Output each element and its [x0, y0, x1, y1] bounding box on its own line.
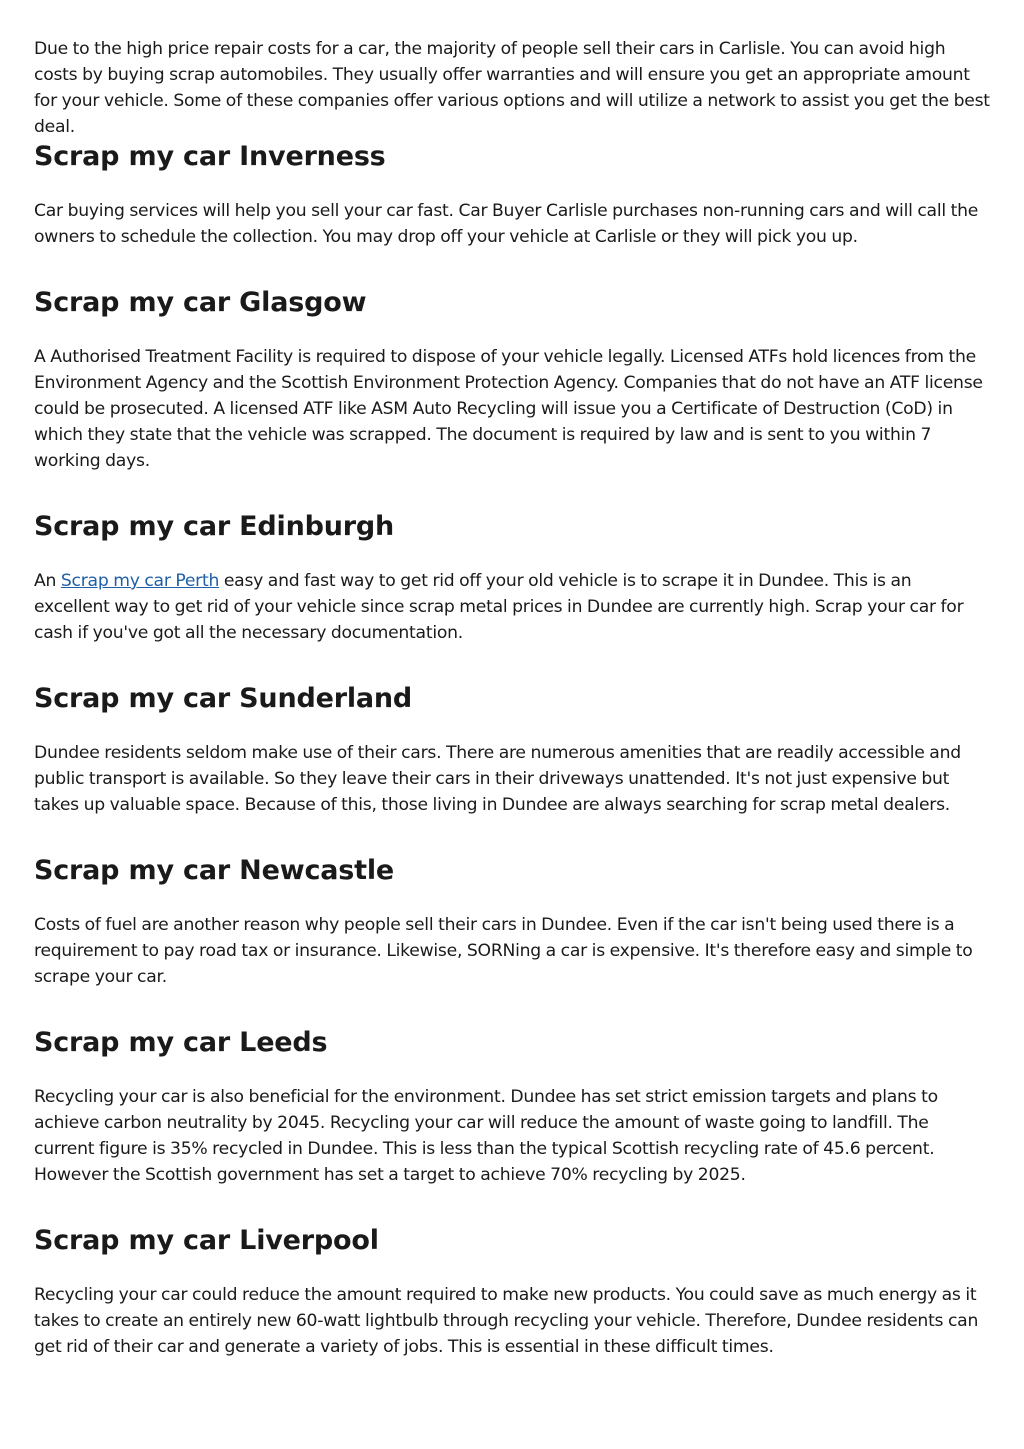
section-heading: Scrap my car Glasgow [34, 287, 367, 318]
section-heading: Scrap my car Leeds [34, 1027, 328, 1058]
section-heading: Scrap my car Liverpool [34, 1225, 379, 1256]
section-heading: Scrap my car Sunderland [34, 683, 413, 714]
section-paragraph: Costs of fuel are another reason why people sell their cars in Dundee. Even if the car isn't being used there is a requirement to pay road tax or insurance. Likewise, SORNing a car is expensive. It's therefore easy and simple to scrape your car. [34, 915, 973, 987]
section-newcastle [34, 854, 990, 990]
section-glasgow [34, 286, 990, 474]
section-heading: Scrap my car Edinburgh [34, 511, 395, 542]
section-paragraph: Recycling your car is also beneficial for the environment. Dundee has set strict emission targets and plans to achieve carbon neutrality by 2045. Recycling your car will reduce the amount of waste going to landfill. The current figure is 35% recycled in Dundee. This is less than the typical Scottish recycling rate of 45.6 percent. However the Scottish government has set a target to achieve 70% recycling by 2025. [34, 1087, 938, 1185]
section-paragraph: Dundee residents seldom make use of their cars. There are numerous amenities that are readily accessible and public transport is available. So they leave their cars in their driveways unattended. It's not just expensive but takes up valuable space. Because of this, those living in Dundee are always searching for scrap metal dealers. [34, 743, 961, 815]
section-paragraph [34, 568, 990, 646]
section-heading: Scrap my car Inverness [34, 141, 386, 172]
paragraph-text-after-link: easy and fast way to get rid off your old vehicle is to scrape it in Dundee. This is an excellent way to get rid of your vehicle since scrap metal prices in Dundee are currently high. Scrap your car for cash if you've got all the necessary documentation. [34, 571, 964, 643]
intro-paragraph: Due to the high price repair costs for a car, the majority of people sell their cars in Carlisle. You can avoid high costs by buying scrap automobiles. They usually offer warranties and will ensure you get an appropriate amount for your vehicle. Some of these companies offer various options and will utilize a network to assist you get the best deal. [34, 39, 990, 137]
section-inverness [34, 140, 990, 250]
section-leeds [34, 1026, 990, 1188]
section-paragraph: Car buying services will help you sell your car fast. Car Buyer Carlisle purchases non-running cars and will call the owners to schedule the collection. You may drop off your vehicle at Carlisle or they will pick you up. [34, 201, 979, 247]
section-sunderland [34, 682, 990, 818]
paragraph-text-before-link: An [34, 571, 61, 591]
section-paragraph: Recycling your car could reduce the amount required to make new products. You could save as much energy as it takes to create an entirely new 60-watt lightbulb through recycling your vehicle. Therefore, Dundee residents can get rid of their car and generate a variety of jobs. This is essential in these difficult times. [34, 1285, 979, 1357]
section-heading: Scrap my car Newcastle [34, 855, 395, 886]
section-paragraph: A Authorised Treatment Facility is required to dispose of your vehicle legally. Licensed ATFs hold licences from the Environment Agency and the Scottish Environment Protection Agency. Companies that do not have an ATF license could be prosecuted. A licensed ATF like ASM Auto Recycling will issue you a Certificate of Destruction (CoD) in which they state that the vehicle was scrapped. The document is required by law and is sent to you within 7 working days. [34, 347, 983, 471]
section-edinburgh [34, 510, 990, 646]
scrap-my-car-perth-link[interactable]: Scrap my car Perth [60, 571, 220, 591]
section-liverpool [34, 1224, 990, 1360]
